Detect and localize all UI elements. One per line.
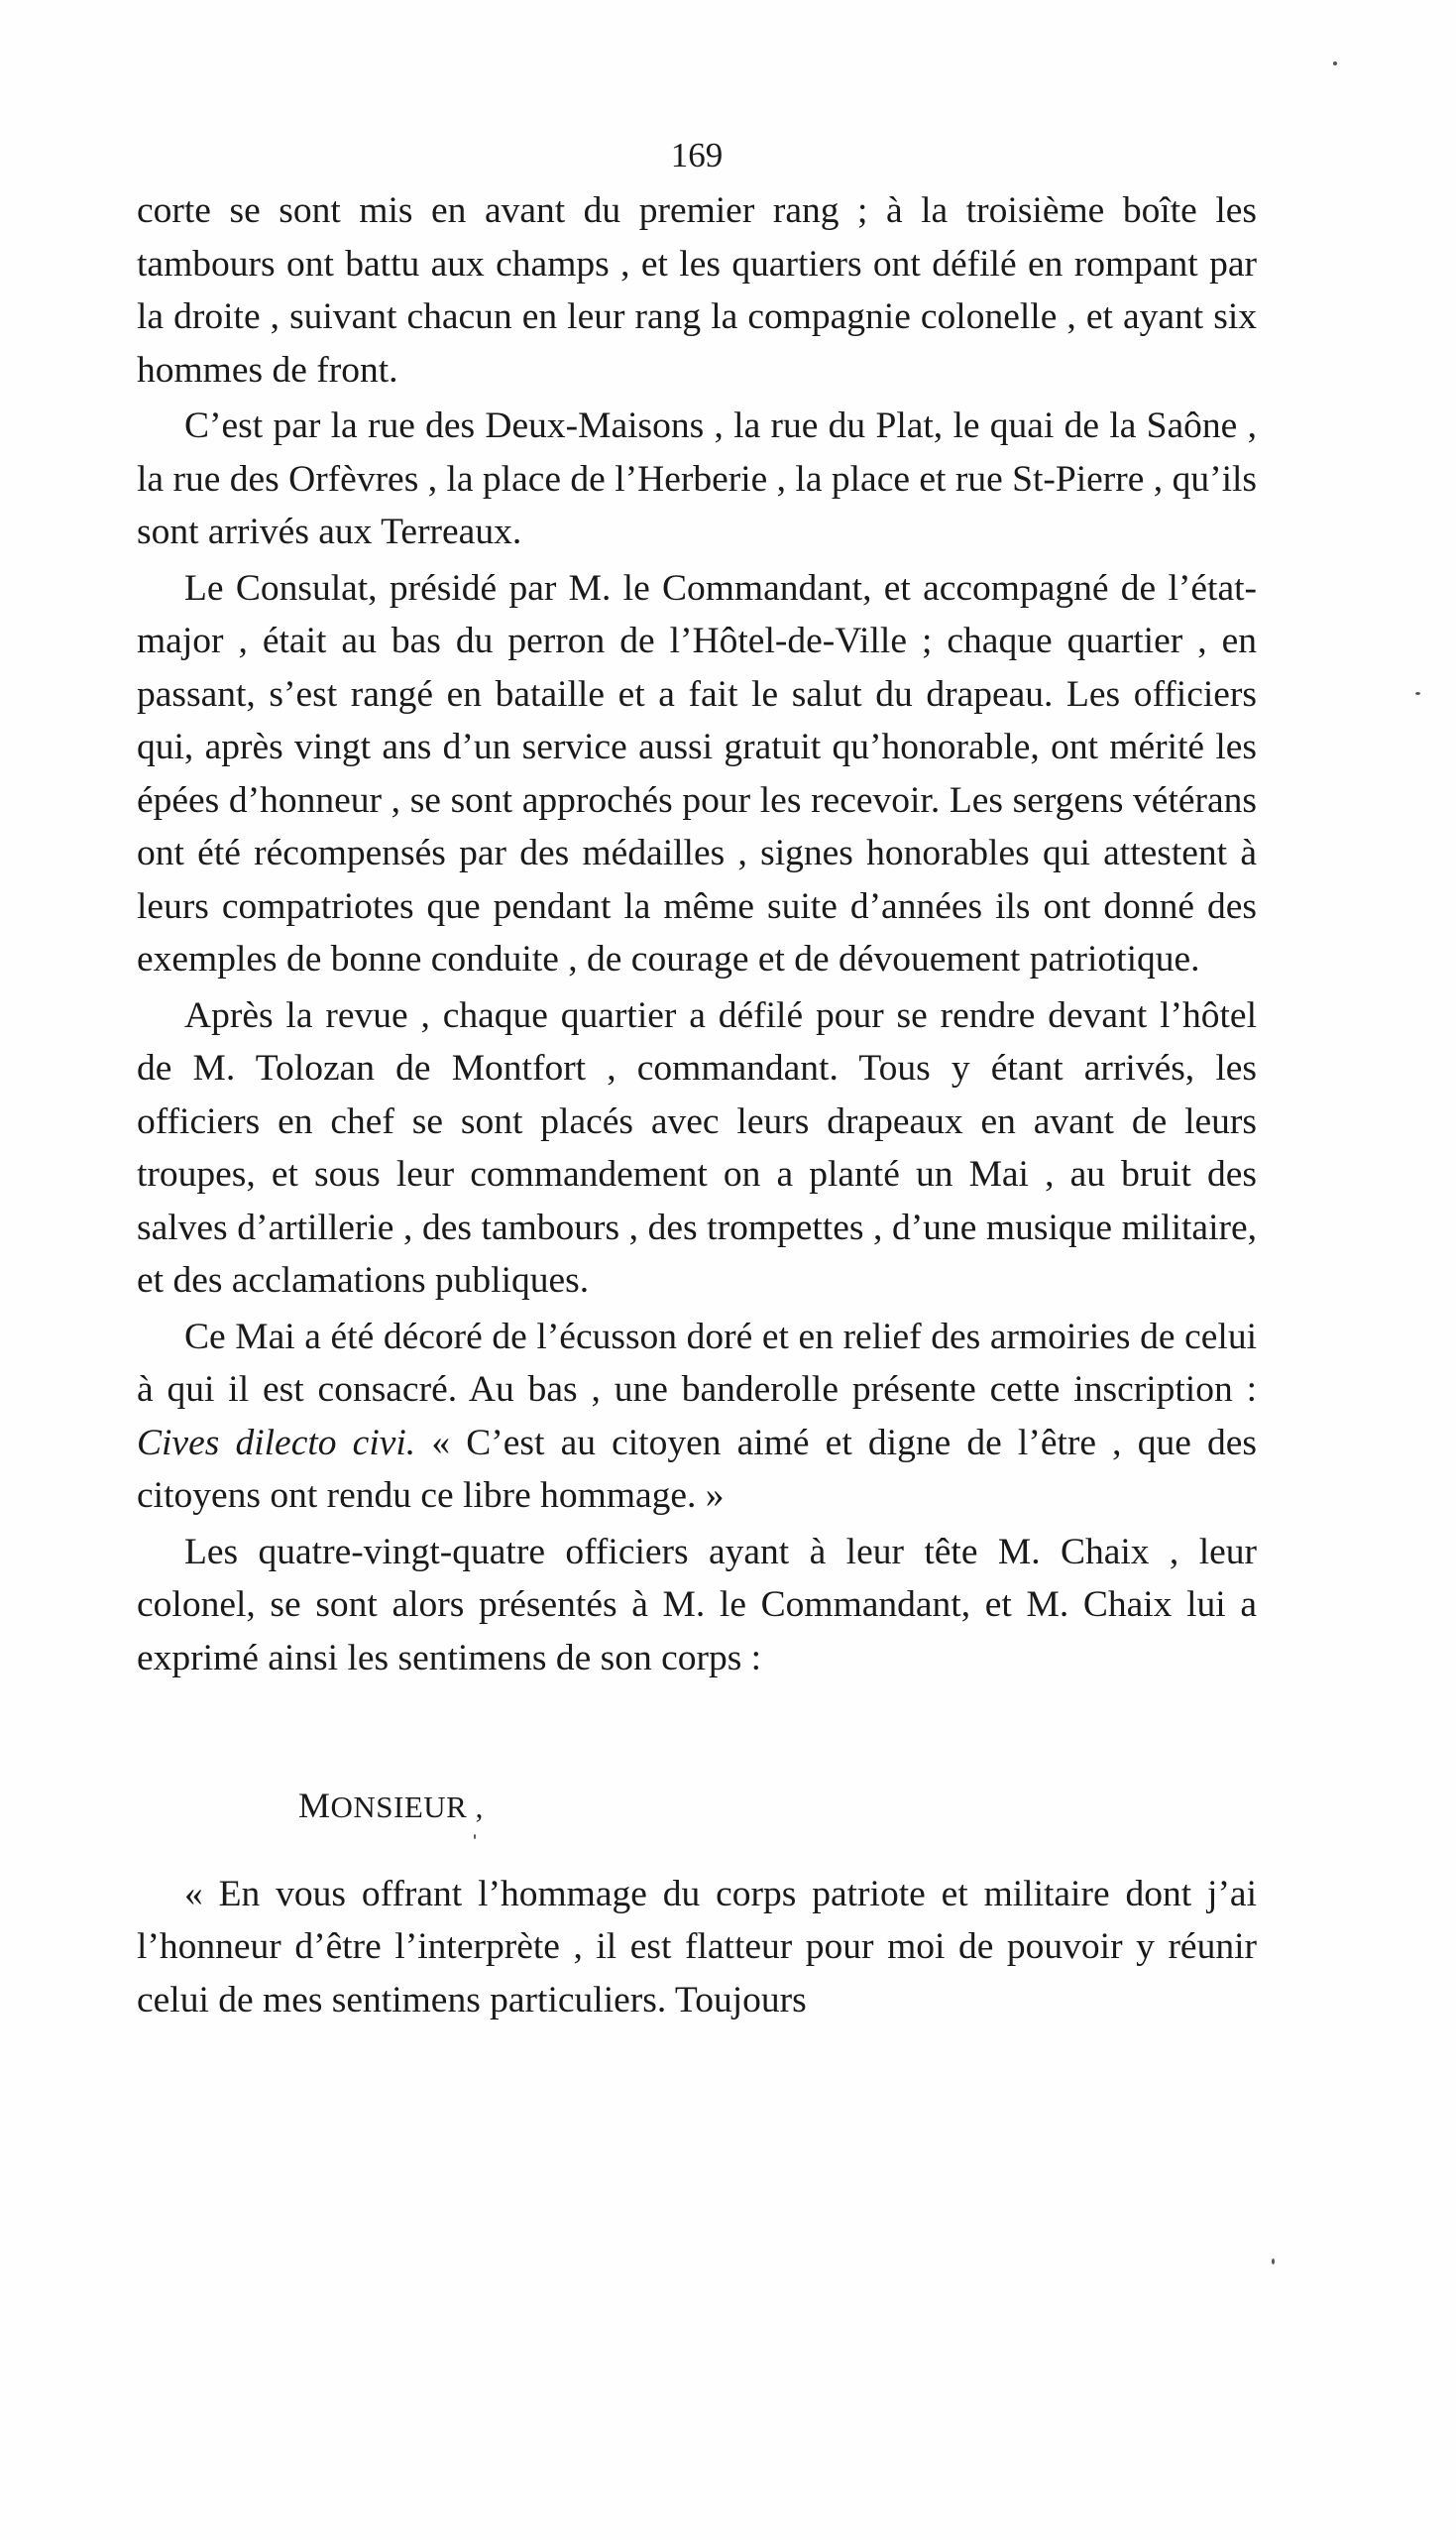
mai-text-before: Ce Mai a été décoré de l’écusson doré et en relief des armoiries de celui à qui il est consacré. Au bas , une banderolle présente cette inscription : — [137, 1316, 1257, 1410]
scan-speck — [1333, 61, 1337, 65]
paragraph-route: C’est par la rue des Deux-Maisons , la rue du Plat, le quai de la Saône , la rue des Orfèvres , la place de l’Herberie , la place et rue St-Pierre , qu’ils sont arrivés aux Terreaux. — [137, 405, 1257, 552]
scan-speck — [1272, 2258, 1275, 2264]
paragraph-procession: corte se sont mis en avant du premier rang ; à la troisième boîte les tambours ont battu aux champs , et les quartiers ont défilé en rompant par la droite , suivant chacun en leur rang la compagnie colonelle , et ayant six hommes de front. — [137, 190, 1257, 391]
page-number: 169 — [670, 136, 724, 174]
paragraph-mai — [137, 1311, 1257, 1523]
paragraph-officiers: Les quatre-vingt-quatre officiers ayant à leur tête M. Chaix , leur colonel, se sont alors présentés à M. le Commandant, et M. Chaix lui a exprimé ainsi les sentimens de son corps : — [137, 1531, 1257, 1678]
paragraph-consulat: Le Consulat, présidé par M. le Commandant, et accompagné de l’état-major , était au bas du perron de l’Hôtel-de-Ville ; chaque quartier , en passant, s’est rangé en bataille et a fait le salut du drapeau. Les officiers qui, après vingt ans d’un service aussi gratuit qu’honorable, ont mérité les épées d’honneur , se sont approchés pour les recevoir. Les sergens vétérans ont été récompensés par des médailles , signes honorables qui attestent à leurs compatriotes que pendant la même suite d’années ils ont donné des exemples de bonne conduite , de courage et de dévouement patriotique. — [137, 567, 1257, 980]
scan-speck — [1415, 692, 1420, 695]
mai-text-after: « C’est au citoyen aimé et digne de l’être , que des citoyens ont rendu ce libre hommage. » — [137, 1422, 1258, 1516]
paragraph-revue: Après la revue , chaque quartier a défilé pour se rendre devant l’hôtel de M. Tolozan de Montfort , commandant. Tous y étant arrivés, les officiers en chef se sont placés avec leurs drapeaux en avant de leurs troupes, et sous leur commandement on a planté un Mai , au bruit des salves d’artillerie , des tambours , des trompettes , d’une musique militaire, et des acclamations publiques. — [137, 994, 1257, 1301]
salutation-rest: ONSIEUR — [330, 1790, 468, 1824]
latin-inscription: Cives dilecto civi. — [137, 1422, 416, 1463]
page-text — [137, 131, 1257, 2026]
salutation-initial: M — [298, 1786, 331, 1825]
salutation — [137, 1780, 1257, 1834]
speech-paragraph: « En vous offrant l’hommage du corps patriote et militaire dont j’ai l’honneur d’être l’interprète , il est flatteur pour moi de pouvoir y réunir celui de mes sentimens particuliers. Toujours — [137, 1873, 1257, 2020]
salutation-suffix: , — [467, 1790, 484, 1824]
